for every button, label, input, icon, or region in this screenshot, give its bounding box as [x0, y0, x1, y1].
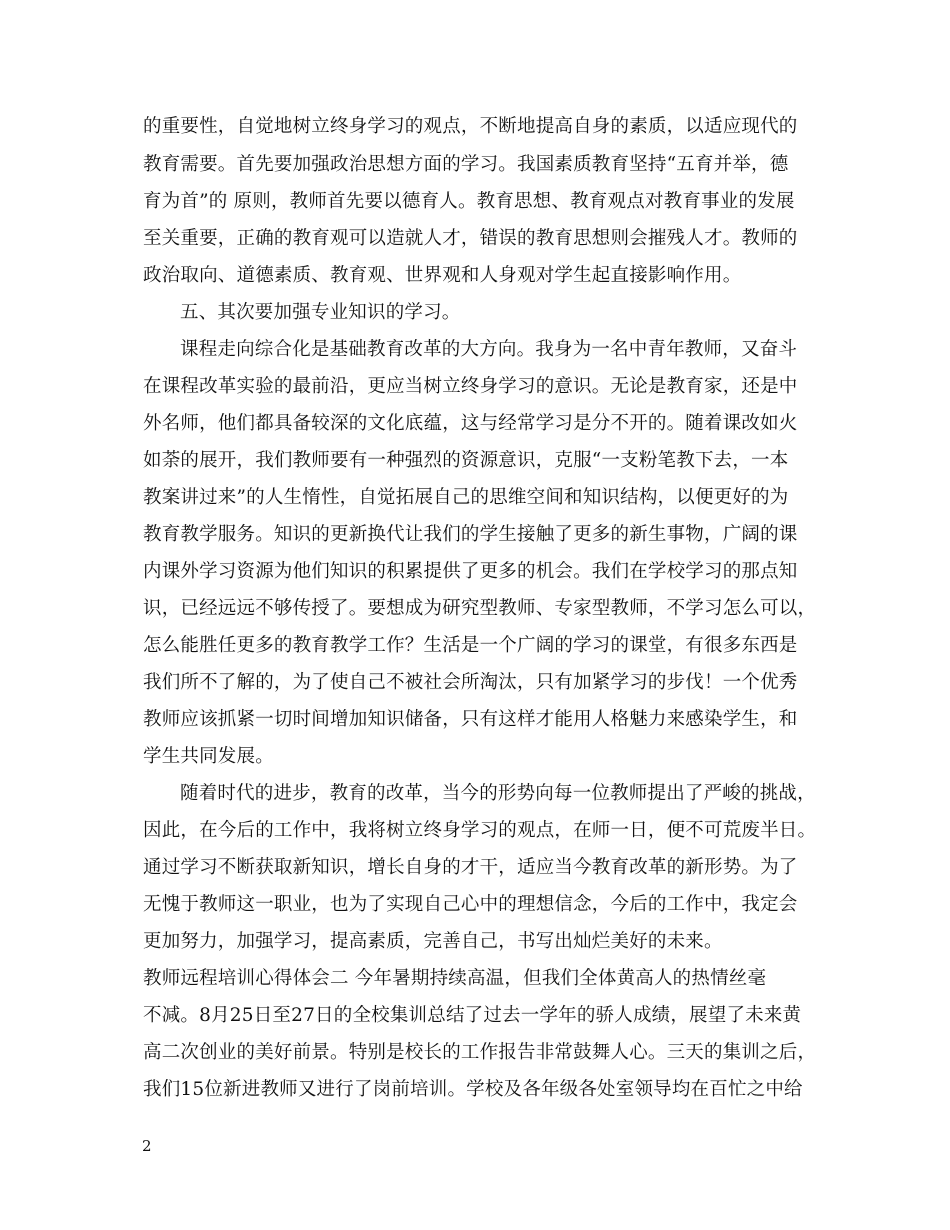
paragraph-line: 外名师，他们都具备较深的文化底蕴，这与经常学习是分不开的。随着课改如火: [143, 413, 798, 434]
paragraph-line: 教案讲过来”的人生惰性，自觉拓展自己的思维空间和知识结构，以便更好的为: [143, 487, 789, 508]
paragraph-line: 如荼的展开，我们教师要有一种强烈的资源意识，克服“一支粉笔教下去，一本: [143, 450, 789, 471]
paragraph-line: 的重要性，自觉地树立终身学习的观点，不断地提高自身的素质，以适应现代的: [143, 116, 798, 137]
paragraph-line: 我们所不了解的，为了使自己不被社会所淘汰，只有加紧学习的步伐！一个优秀: [143, 672, 798, 693]
paragraph-line: 政治取向、道德素质、教育观、世界观和人身观对学生起直接影响作用。: [143, 265, 742, 286]
paragraph-line: 教育教学服务。知识的更新换代让我们的学生接触了更多的新生事物，广阔的课: [143, 524, 798, 545]
page-number: 2: [142, 1137, 152, 1155]
paragraph-line: 识，已经远远不够传授了。要想成为研究型教师、专家型教师，不学习怎么可以，: [143, 598, 817, 619]
paragraph-line: 学生共同发展。: [143, 746, 274, 767]
paragraph-line: 无愧于教师这一职业，也为了实现自己心中的理想信念，今后的工作中，我定会: [143, 894, 798, 915]
paragraph-line: 高二次创业的美好前景。特别是校长的工作报告非常鼓舞人心。三天的集训之后，: [143, 1042, 817, 1063]
paragraph-line: 随着时代的进步，教育的改革，当今的形势向每一位教师提出了严峻的挑战，: [180, 783, 816, 804]
section-heading: 五、其次要加强专业知识的学习。: [180, 302, 461, 323]
paragraph-line: 在课程改革实验的最前沿，更应当树立终身学习的意识。无论是教育家，还是中: [143, 376, 798, 397]
paragraph-line: 怎么能胜任更多的教育教学工作？生活是一个广阔的学习的课堂，有很多东西是: [143, 635, 798, 656]
paragraph-line: 至关重要，正确的教育观可以造就人才，错误的教育思想则会摧残人才。教师的: [143, 228, 798, 249]
paragraph-line: 因此，在今后的工作中，我将树立终身学习的观点，在师一日，便不可荒废半日。: [143, 820, 817, 841]
paragraph-line: 更加努力，加强学习，提高素质，完善自己，书写出灿烂美好的未来。: [143, 931, 723, 952]
paragraph-line: 教师远程培训心得体会二 今年暑期持续高温，但我们全体黄高人的热情丝毫: [143, 968, 767, 989]
paragraph-line: 育为首”的 原则，教师首先要以德育人。教育思想、教育观点对教育事业的发展: [143, 191, 795, 212]
paragraph-line: 不减。8月25日至27日的全校集训总结了过去一学年的骄人成绩，展望了未来黄: [143, 1005, 802, 1026]
paragraph-line: 我们15位新进教师又进行了岗前培训。学校及各年级各处室领导均在百忙之中给: [143, 1079, 803, 1100]
paragraph-line: 内课外学习资源为他们知识的积累提供了更多的机会。我们在学校学习的那点知: [143, 561, 798, 582]
paragraph-line: 教师应该抓紧一切时间增加知识储备，只有这样才能用人格魅力来感染学生，和: [143, 709, 798, 730]
paragraph-line: 通过学习不断获取新知识，增长自身的才干，适应当今教育改革的新形势。为了: [143, 857, 798, 878]
paragraph-line: 课程走向综合化是基础教育改革的大方向。我身为一名中青年教师，又奋斗: [180, 339, 798, 360]
paragraph-line: 教育需要。首先要加强政治思想方面的学习。我国素质教育坚持“五育并举，德: [143, 154, 789, 175]
